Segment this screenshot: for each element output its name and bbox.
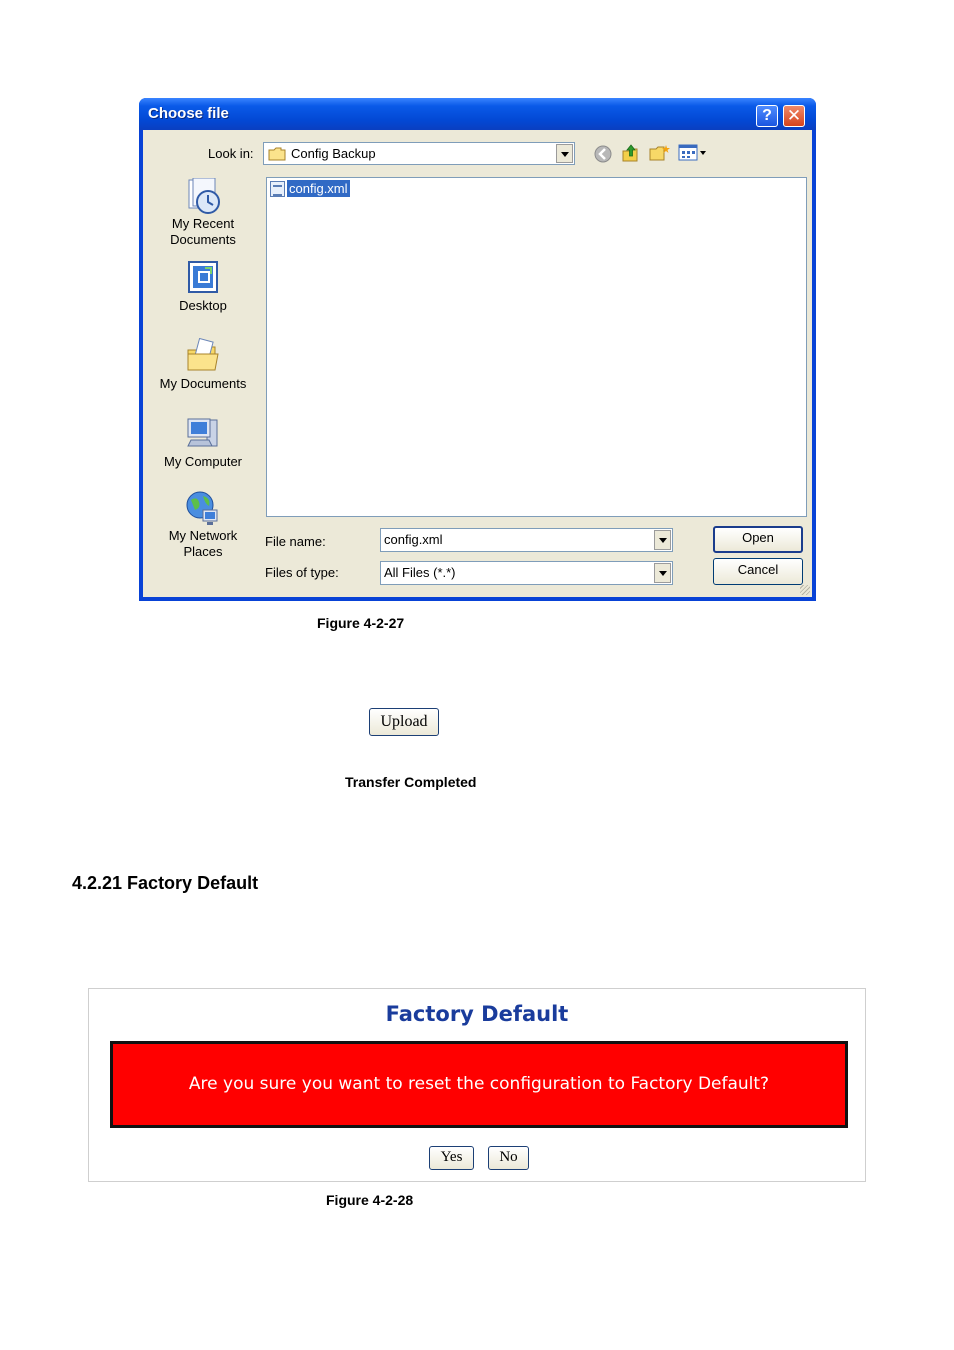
file-type-label: Files of type: — [265, 565, 339, 580]
place-label-recent: My Recent Documents — [170, 216, 236, 247]
choose-file-dialog — [139, 98, 816, 601]
figure-caption-2: Figure 4-2-28 — [326, 1192, 414, 1208]
upload-button[interactable]: Upload — [369, 708, 439, 736]
new-folder-icon[interactable] — [649, 144, 671, 162]
place-network[interactable] — [153, 490, 253, 560]
factory-default-panel — [88, 988, 866, 1182]
help-button[interactable]: ? — [756, 105, 778, 127]
file-name-value: config.xml — [384, 532, 443, 547]
transfer-status: Transfer Completed — [345, 774, 477, 790]
reset-warning-box: Are you sure you want to reset the configuration to Factory Default? — [110, 1041, 848, 1128]
view-menu-icon[interactable] — [678, 144, 708, 162]
place-recent-documents[interactable] — [153, 178, 253, 248]
file-name-input[interactable] — [380, 528, 673, 552]
chevron-down-icon[interactable] — [556, 144, 573, 163]
place-label-network: My Network Places — [168, 528, 238, 559]
file-item-name: config.xml — [289, 181, 348, 196]
dialog-titlebar[interactable] — [139, 98, 816, 130]
open-button[interactable]: Open — [713, 526, 803, 553]
cancel-button[interactable]: Cancel — [713, 558, 803, 585]
section-heading: 4.2.21 Factory Default — [72, 873, 259, 893]
desktop-icon — [185, 260, 221, 296]
close-button[interactable]: ✕ — [783, 105, 805, 127]
yes-button[interactable]: Yes — [429, 1146, 474, 1170]
dialog-body — [143, 130, 812, 597]
figure-caption-1: Figure 4-2-27 — [317, 615, 405, 631]
my-documents-icon — [185, 338, 221, 374]
file-type-value: All Files (*.*) — [384, 565, 456, 580]
resize-grip[interactable] — [800, 585, 810, 595]
place-label-my-computer: My Computer — [163, 454, 243, 469]
factory-default-title: Factory Default — [385, 1002, 569, 1026]
chevron-down-icon[interactable] — [654, 563, 671, 583]
place-my-computer[interactable] — [153, 416, 253, 470]
file-name-label: File name: — [265, 534, 326, 549]
look-in-dropdown[interactable] — [263, 142, 575, 165]
place-desktop[interactable] — [153, 260, 253, 314]
back-icon[interactable] — [594, 145, 612, 163]
xml-file-icon — [270, 181, 285, 197]
my-computer-icon — [185, 416, 221, 452]
network-places-icon — [185, 490, 221, 526]
recent-documents-icon — [185, 178, 221, 214]
no-button[interactable]: No — [488, 1146, 529, 1170]
place-label-desktop: Desktop — [179, 298, 227, 313]
file-type-dropdown[interactable] — [380, 561, 673, 585]
up-folder-icon[interactable] — [621, 143, 641, 163]
look-in-label: Look in: — [208, 146, 254, 161]
chevron-down-icon[interactable] — [654, 530, 671, 550]
place-label-my-documents: My Documents — [159, 376, 247, 391]
dialog-title: Choose file — [148, 105, 229, 122]
place-my-documents[interactable] — [153, 338, 253, 392]
folder-icon — [268, 147, 286, 161]
file-list[interactable] — [266, 177, 807, 517]
look-in-value: Config Backup — [291, 146, 376, 161]
